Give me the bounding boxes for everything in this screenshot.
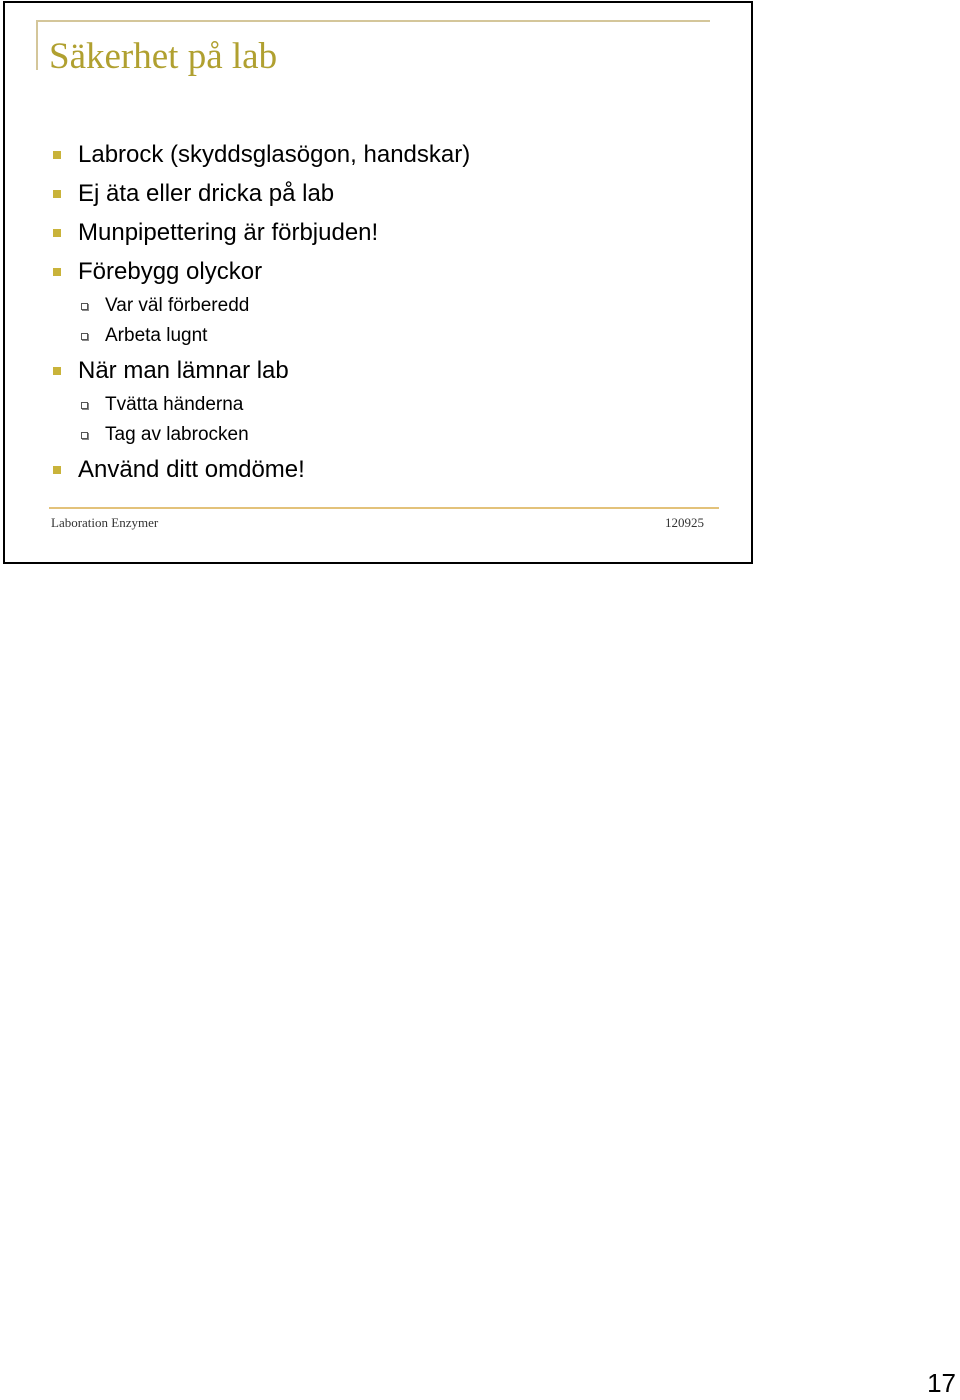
sub-bullet-text: Tag av labrocken — [105, 424, 249, 445]
bullet-item — [49, 213, 729, 252]
title-accent-vertical — [36, 20, 38, 70]
sub-bullet-item — [49, 420, 729, 450]
sub-bullet-text: Tvätta händerna — [105, 394, 244, 415]
slide-frame — [3, 1, 753, 564]
sub-bullet-item — [49, 390, 729, 420]
bullet-text: Munpipettering är förbjuden! — [78, 219, 379, 246]
bullet-item — [49, 174, 729, 213]
bullet-list — [49, 135, 729, 489]
sub-bullet-text: Var väl förberedd — [105, 295, 250, 316]
title-accent-horizontal — [36, 20, 710, 22]
bullet-item — [49, 450, 729, 489]
bullet-item — [49, 252, 729, 291]
sub-bullet-item — [49, 321, 729, 351]
square-bullet-icon — [53, 190, 61, 198]
bullet-text: Ej äta eller dricka på lab — [78, 180, 335, 207]
square-bullet-icon — [53, 229, 61, 237]
box-bullet-icon — [81, 402, 88, 409]
footer-divider — [49, 507, 719, 509]
square-bullet-icon — [53, 268, 61, 276]
box-bullet-icon — [81, 432, 88, 439]
footer-course-name: Laboration Enzymer — [51, 515, 159, 530]
box-bullet-icon — [81, 333, 88, 340]
bullet-text: Labrock (skyddsglasögon, handskar) — [78, 141, 471, 168]
footer-date: 120925 — [665, 515, 704, 530]
slide-title: Säkerhet på lab — [49, 36, 278, 77]
square-bullet-icon — [53, 151, 61, 159]
sub-bullet-text: Arbeta lugnt — [105, 325, 208, 346]
bullet-item — [49, 135, 729, 174]
box-bullet-icon — [81, 303, 88, 310]
page-number: 17 — [927, 1368, 956, 1398]
bullet-text: Använd ditt omdöme! — [78, 456, 305, 483]
bullet-text: När man lämnar lab — [78, 357, 289, 384]
sub-bullet-item — [49, 291, 729, 321]
bullet-item — [49, 351, 729, 390]
square-bullet-icon — [53, 466, 61, 474]
bullet-text: Förebygg olyckor — [78, 258, 263, 285]
square-bullet-icon — [53, 367, 61, 375]
